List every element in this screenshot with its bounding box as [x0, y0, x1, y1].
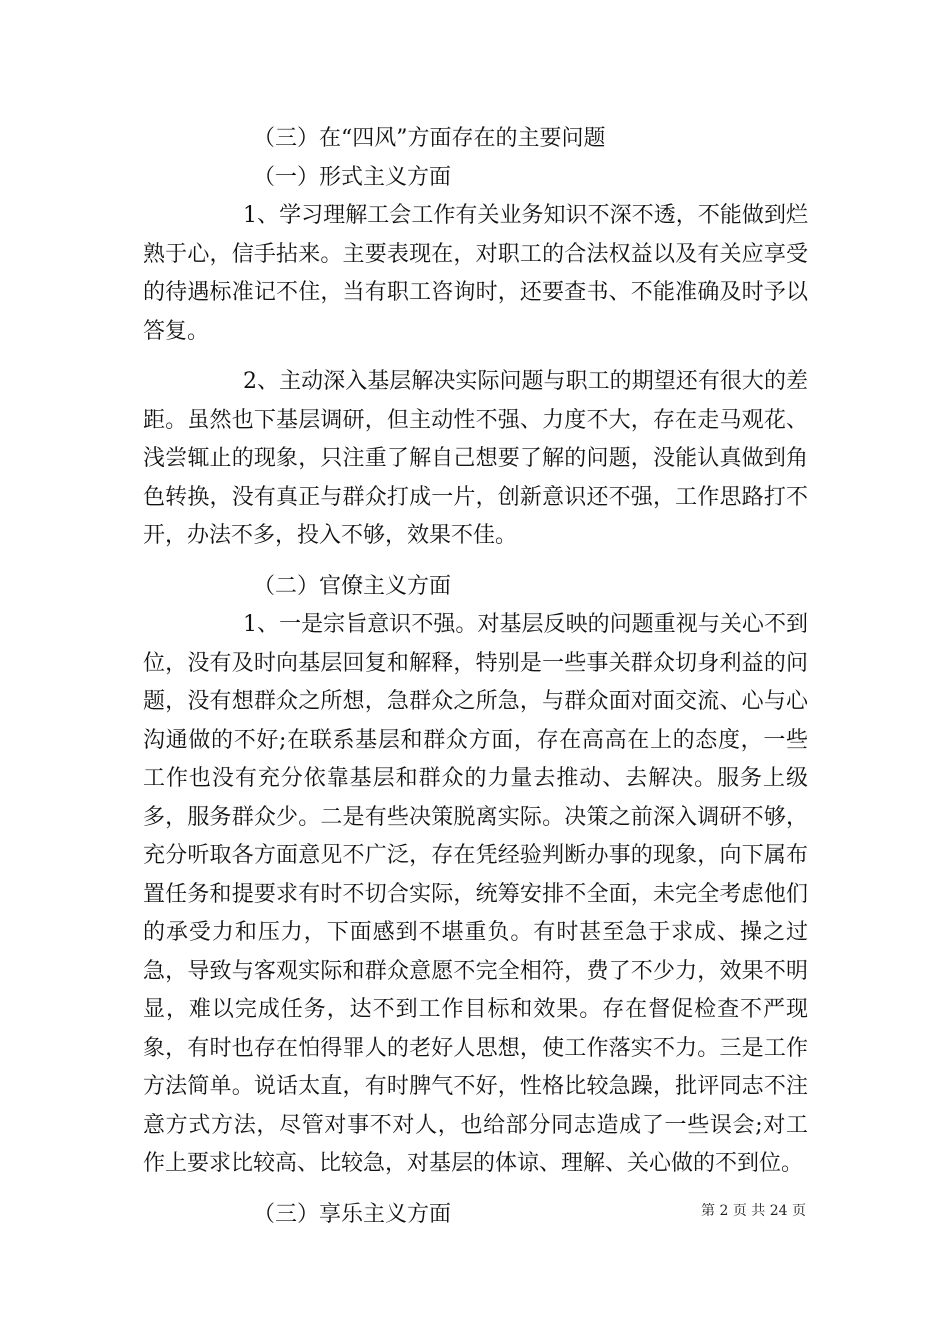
page-number-footer: 第 2 页 共 24 页 — [701, 1203, 806, 1219]
document-body — [143, 120, 808, 1234]
section-3-title: （三）享乐主义方面 — [253, 1201, 452, 1227]
section-2-paragraph-1: 1、一是宗旨意识不强。对基层反映的问题重视与关心不到位，没有及时向基层回复和解释，特别是一些事关群众切身利益的问题，没有想群众之所想，急群众之所急，与群众面对面交流、心与心沟通做的不好;在联系基层和群众方面，存在高高在上的态度，一些工作也没有充分依靠基层和群众的力量去推动、去解决。服务上级多，服务群众少。二是有些决策脱离实际。决策之前深入调研不够，充分听取各方面意见不广泛，存在凭经验判断办事的现象，向下属布置任务和提要求有时不切合实际，统筹安排不全面，未完全考虑他们的承受力和压力，下面感到不堪重负。有时甚至急于求成、操之过急，导致与客观实际和群众意愿不完全相符，费了不少力，效果不明显，难以完成任务，达不到工作目标和效果。存在督促检查不严现象，有时也存在怕得罪人的老好人思想，使工作落实不力。三是工作方法简单。说话太直，有时脾气不好，性格比较急躁，批评同志不注意方式方法，尽管对事不对人，也给部分同志造成了一些误会;对工作上要求比较高、比较急，对基层的体谅、理解、关心做的不到位。 — [143, 612, 808, 1176]
main-heading: （三）在“四风”方面存在的主要问题 — [253, 126, 606, 151]
section-1-title: （一）形式主义方面 — [253, 164, 452, 190]
section-2-title: （二）官僚主义方面 — [253, 573, 452, 599]
section-1-paragraph-1: 1、学习理解工会工作有关业务知识不深不透，不能做到烂熟于心，信手拈来。主要表现在，对职工的合法权益以及有关应享受的待遇标准记不住，当有职工咨询时，还要查书、不能准确及时予以答复。 — [143, 203, 808, 344]
section-1-paragraph-2: 2、主动深入基层解决实际问题与职工的期望还有很大的差距。虽然也下基层调研，但主动性不强、力度不大，存在走马观花、浅尝辄止的现象，只注重了解自己想要了解的问题，没能认真做到角色转换，没有真正与群众打成一片，创新意识还不强，工作思路打不开，办法不多，投入不够，效果不佳。 — [143, 369, 808, 548]
